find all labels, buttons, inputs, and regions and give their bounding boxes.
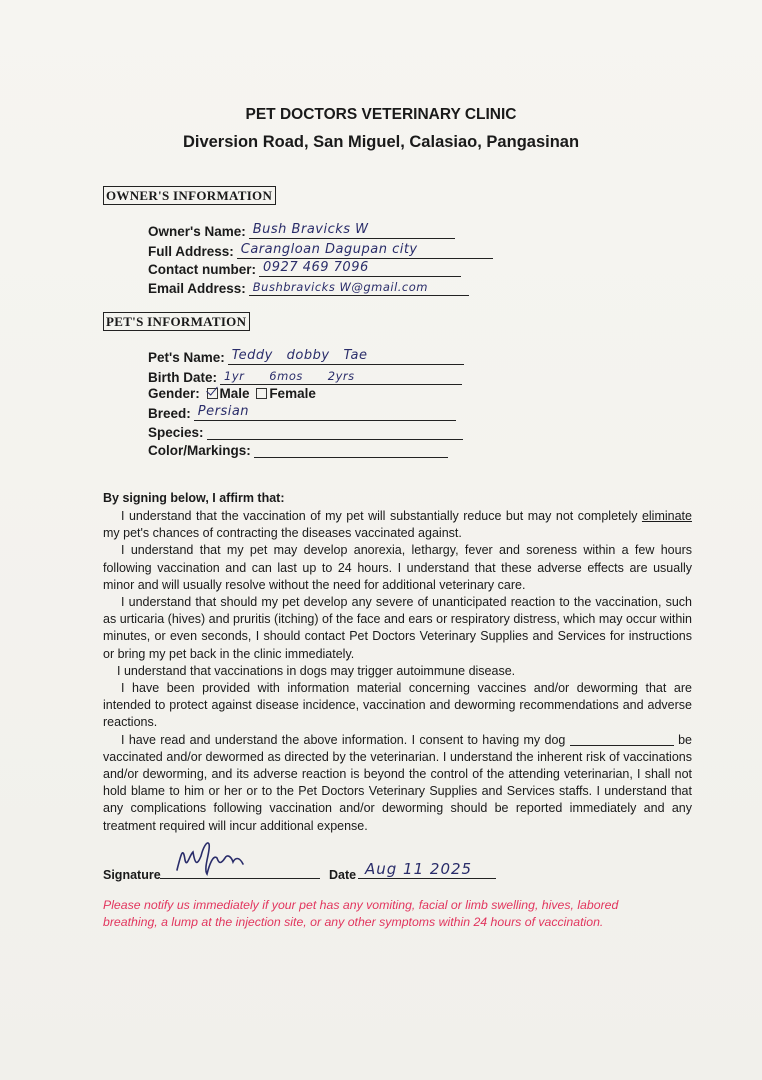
consent-paragraph-3: I understand that should my pet develop any severe of unanticipated reaction to the vaccination, such as urticaria (hives) and pruritis (itching) of the face and ears or respiratory distress, which may occur within minutes, or even seconds, I should contact Pet Doctors Veterinary Supplies and Services for instructions or bring my pet back in the clinic immediately. (103, 595, 692, 661)
consent-paragraph-5: I have been provided with information material concerning vaccines and/or deworming that are intended to protect against disease incidence, vaccination and deworming recommendations and adverse reactions. (103, 681, 692, 730)
date-value: Aug 11 2025 (365, 860, 473, 878)
date-label: Date (329, 868, 357, 882)
consent-p6-text-end: be vaccinated and/or dewormed as directed by the veterinarian. I understand the inherent risk of vaccinations and/or deworming, and its adverse reaction is beyond the control of the attending veterinarian, I shall not hold blame to him or her or to the Pet Doctors Veterinary Supplies and Services staffs. I understand that any complications following vaccination and/or deworming should be reported immediately and any treatment required will incur additional expense. (103, 732, 692, 833)
pet-breed-row (148, 404, 456, 421)
pet-gender-row (148, 386, 316, 401)
owner-address-value: Carangloan Dagupan city (240, 242, 418, 257)
pet-gender-label: Gender: (148, 386, 200, 401)
owner-address-row (148, 242, 493, 259)
pet-breed-label: Breed: (148, 406, 191, 421)
signature-row (103, 856, 703, 884)
pet-breed-field[interactable] (194, 404, 456, 421)
pet-name-row (148, 348, 464, 365)
consent-p6-text: I have read and understand the above information. I consent to having my dog (121, 732, 570, 747)
consent-p1-text-end: my pet's chances of contracting the diseases vaccinated against. (103, 526, 462, 541)
pet-birth-value: 1yr 6mos 2yrs (224, 369, 355, 383)
owner-address-field[interactable] (237, 242, 493, 259)
consent-p1-underlined: eliminate (641, 509, 692, 523)
pet-name-label: Pet's Name: (148, 350, 225, 365)
male-label: Male (219, 386, 250, 401)
pet-species-label: Species: (148, 425, 204, 440)
female-label: Female (269, 386, 316, 401)
owner-email-row (148, 279, 469, 296)
owner-email-field[interactable] (249, 279, 469, 296)
pet-breed-value: Persian (197, 404, 250, 419)
pet-name-field[interactable] (228, 348, 464, 365)
pet-name-value: Teddy dobby Tae (231, 348, 368, 363)
pet-birth-label: Birth Date: (148, 370, 218, 385)
pet-species-row (148, 423, 463, 440)
owner-address-label: Full Address: (148, 244, 234, 259)
owner-name-value: Bush Bravicks W (252, 222, 369, 237)
consent-paragraph-4: I understand that vaccinations in dogs may trigger autoimmune disease. (117, 663, 516, 678)
owner-contact-field[interactable] (259, 260, 461, 277)
consent-paragraph-6 (103, 732, 692, 835)
pet-color-label: Color/Markings: (148, 443, 251, 458)
owner-contact-value: 0927 469 7096 (263, 260, 369, 275)
pet-color-row (148, 441, 448, 458)
owner-name-row (148, 222, 455, 239)
clinic-address: Diversion Road, San Miguel, Calasiao, Pangasinan (182, 133, 580, 151)
owner-email-label: Email Address: (148, 281, 246, 296)
pet-birth-row (148, 368, 462, 385)
owner-contact-row (148, 260, 461, 277)
female-checkbox[interactable] (256, 388, 267, 399)
pet-birth-field[interactable] (220, 368, 462, 385)
signature-label: Signature (103, 868, 161, 882)
pet-species-field[interactable] (207, 423, 463, 440)
pet-section-title: PET'S INFORMATION (103, 312, 250, 331)
date-line[interactable] (358, 878, 496, 879)
notice-text: Please notify us immediately if your pet has any vomiting, facial or limb swelling, hives, labored breathing, a lump at the injection site, or any other symptoms within 24 hours of vaccination. (103, 898, 619, 929)
consent-title: By signing below, I affirm that: (103, 491, 285, 505)
owner-name-field[interactable] (249, 222, 455, 239)
clinic-name: PET DOCTORS VETERINARY CLINIC (245, 106, 517, 123)
male-checkbox[interactable] (207, 388, 218, 399)
dog-name-blank[interactable] (570, 733, 674, 746)
owner-section-title: OWNER'S INFORMATION (103, 186, 276, 205)
owner-email-value: Bushbravicks W@gmail.com (252, 280, 428, 294)
handwritten-signature-icon (173, 834, 253, 882)
consent-text (103, 508, 692, 835)
owner-contact-label: Contact number: (148, 262, 256, 277)
pet-color-field[interactable] (254, 441, 448, 458)
consent-p1-text: I understand that the vaccination of my pet will substantially reduce but may not completely (121, 509, 638, 523)
consent-paragraph-2: I understand that my pet may develop anorexia, lethargy, fever and soreness within a few hours following vaccination and can last up to 24 hours. I understand that these adverse effects are usually minor and will usually resolve without the need for additional veterinary care. (103, 543, 692, 592)
owner-name-label: Owner's Name: (148, 224, 246, 239)
consent-paragraph-1 (103, 508, 692, 542)
